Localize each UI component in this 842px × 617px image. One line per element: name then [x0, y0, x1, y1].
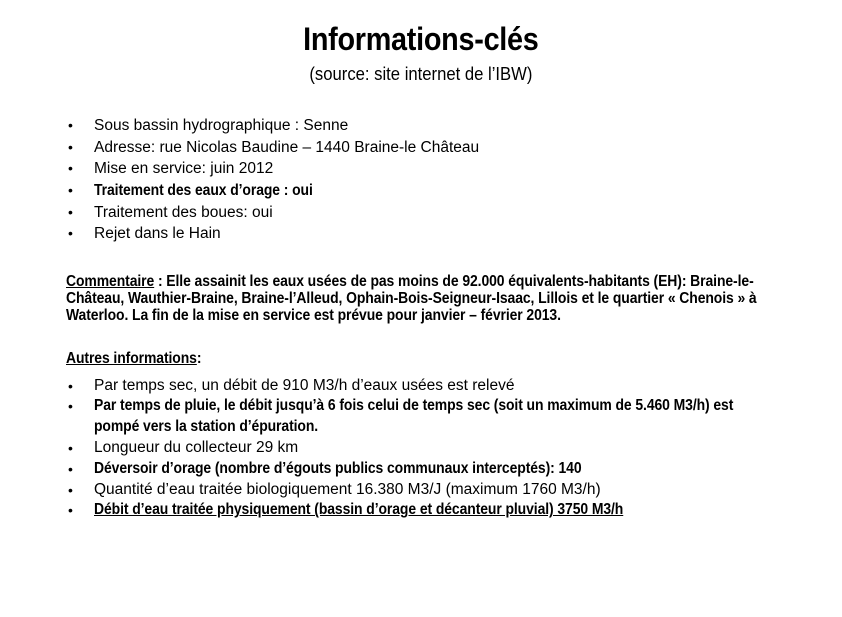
list-item-text: Sous bassin hydrographique : Senne: [94, 116, 349, 134]
bullet-icon: •: [68, 138, 73, 155]
list-item-text: Mise en service: juin 2012: [94, 160, 274, 178]
bullet-icon: •: [68, 377, 73, 394]
slide-subtitle: [0, 63, 842, 85]
autres-informations-colon: :: [196, 349, 202, 367]
bullet-icon: •: [68, 160, 73, 177]
list-item: [66, 500, 780, 521]
list-item: [66, 396, 780, 438]
list-item: [66, 115, 780, 137]
list-item: [66, 158, 780, 180]
bullet-icon: •: [68, 398, 73, 415]
commentaire-paragraph: [66, 273, 777, 325]
autres-informations-list: [66, 376, 780, 522]
bullet-icon: •: [68, 481, 73, 498]
slide-body: [0, 115, 842, 521]
bullet-icon: •: [68, 460, 73, 477]
list-item: [66, 376, 780, 397]
list-item: [66, 480, 780, 501]
commentaire-body: : Elle assainit les eaux usées de pas moins de 92.000 équivalents-habitants (EH): Braine-le-Château, Wauthier-Braine, Braine-l’Alleud, Ophain-Bois-Seigneur-Isaac, Lillois et le quartier « Chenois » à Waterloo. La fin de la mise en service est prévue pour janvier – février 2013.: [66, 273, 757, 325]
list-item: [66, 438, 780, 459]
bullet-icon: •: [68, 181, 73, 198]
autres-informations-heading: [66, 350, 780, 368]
bullet-icon: •: [68, 440, 73, 457]
list-item-text: Rejet dans le Hain: [94, 225, 221, 243]
list-item-text: Par temps sec, un débit de 910 M3/h d’eaux usées est relevé: [94, 376, 515, 394]
list-item: [66, 202, 780, 224]
list-item-text: Par temps de pluie, le débit jusqu’à 6 fois celui de temps sec (soit un maximum de 5.460 M3/h) est pompé vers la station d’épuration.: [94, 397, 734, 436]
list-item-text: Adresse: rue Nicolas Baudine – 1440 Braine-le Château: [94, 138, 480, 156]
bullet-icon: •: [68, 116, 73, 133]
list-item-text: Débit d’eau traitée physiquement (bassin d’orage et décanteur pluvial) 3750 M3/h: [94, 501, 624, 519]
list-item: [66, 459, 780, 480]
bullet-icon: •: [68, 502, 73, 519]
facility-info-list: [66, 115, 780, 245]
list-item: [66, 223, 780, 245]
list-item: [66, 137, 780, 159]
page-title: [0, 22, 842, 58]
list-item-text: Quantité d’eau traitée biologiquement 16.380 M3/J (maximum 1760 M3/h): [94, 480, 601, 498]
bullet-icon: •: [68, 225, 73, 242]
list-item-text: Longueur du collecteur 29 km: [94, 439, 299, 457]
commentaire-label: Commentaire: [66, 273, 155, 291]
autres-informations-label: Autres informations: [66, 349, 197, 367]
slide: [0, 22, 842, 617]
page-title-text: Informations-clés: [303, 21, 539, 57]
list-item: [66, 180, 780, 202]
list-item-text: Traitement des eaux d’orage : oui: [94, 181, 313, 199]
list-item-text: Déversoir d’orage (nombre d’égouts publics communaux interceptés): 140: [94, 459, 582, 477]
slide-subtitle-text: (source: site internet de l’IBW): [309, 62, 533, 84]
bullet-icon: •: [68, 203, 73, 220]
list-item-text: Traitement des boues: oui: [94, 203, 273, 221]
